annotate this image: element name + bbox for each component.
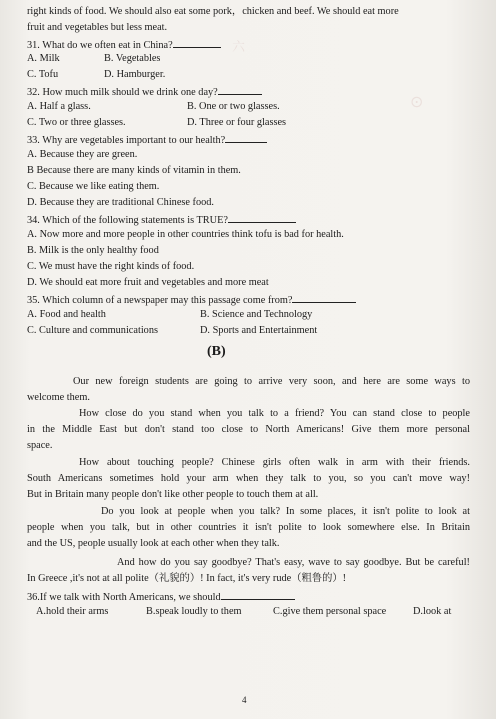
- passage-line: fruit and vegetables but less meat.: [27, 22, 168, 33]
- option: D. Three or four glasses: [187, 117, 287, 128]
- option: A. Milk: [27, 53, 60, 64]
- option: D. We should eat more fruit and vegetables and more meat: [27, 277, 269, 288]
- paragraph-line: South Americans sometimes hold your arm when they talk to you, so you can't move way!: [27, 473, 470, 484]
- answer-blank: [221, 590, 295, 600]
- option: D.look at: [413, 606, 452, 617]
- option: B. Vegetables: [104, 53, 161, 64]
- option: A. Half a glass.: [27, 101, 91, 112]
- question-stem: 36.If we talk with North Americans, we should: [27, 592, 221, 603]
- option: D. Because they are traditional Chinese food.: [27, 197, 214, 208]
- paragraph-line: Our new foreign students are going to arrive very soon, and here are some ways to: [73, 376, 470, 387]
- question-36: [27, 590, 295, 604]
- option: C. Tofu: [27, 69, 59, 80]
- option: C.give them personal space: [273, 606, 387, 617]
- option: C. Two or three glasses.: [27, 117, 126, 128]
- question-stem: 34. Which of the following statements is TRUE?: [27, 215, 228, 226]
- bleed-through-mark: ⊙: [410, 92, 424, 111]
- paragraph-line: How close do you stand when you talk to a friend? You can stand close to people: [79, 408, 470, 419]
- answer-blank: [228, 213, 296, 223]
- paragraph-line: space.: [27, 440, 53, 451]
- paragraph-line: Do you look at people when you talk? In some places, it isn't polite to look at: [101, 506, 470, 517]
- option: A. Now more and more people in other countries think tofu is bad for health.: [27, 229, 344, 240]
- option: B. One or two glasses.: [187, 101, 280, 112]
- question-stem: 33. Why are vegetables important to our health?: [27, 135, 226, 146]
- answer-blank: [173, 38, 221, 48]
- paragraph-line: people when you talk, but in other countries it isn't polite to look somewhere else. In Britain: [27, 522, 470, 533]
- option: D. Hamburger.: [104, 69, 166, 80]
- bleed-through-mark: 六: [232, 40, 246, 55]
- option: B. Science and Technology: [200, 309, 313, 320]
- option: B.speak loudly to them: [146, 606, 242, 617]
- paragraph-line: in the Middle East but don't stand too close to North Americans! Give them more personal: [27, 424, 470, 435]
- option: B Because there are many kinds of vitamin in them.: [27, 165, 241, 176]
- answer-blank: [218, 85, 262, 95]
- paragraph-line: In Greece ,it's not at all polite（礼貌的）! In fact, it's very rude（粗鲁的）!: [27, 573, 347, 584]
- question-stem: 35. Which column of a newspaper may this passage come from?: [27, 295, 293, 306]
- question-stem: 31. What do we often eat in China?: [27, 40, 173, 51]
- paragraph-line: How about touching people? Chinese girls often walk in arm with their friends.: [79, 457, 470, 468]
- page-number: 4: [242, 695, 247, 705]
- question-stem: 32. How much milk should we drink one day?: [27, 87, 218, 98]
- paragraph-line: But in Britain many people don't like other people to touch them at all.: [27, 489, 319, 500]
- option: D. Sports and Entertainment: [200, 325, 318, 336]
- passage-line: right kinds of food. We should also eat some pork，chicken and beef. We should eat more: [27, 6, 399, 17]
- question-31: [27, 38, 221, 52]
- option: C. Because we like eating them.: [27, 181, 160, 192]
- question-35: [27, 293, 356, 307]
- option: A. Because they are green.: [27, 149, 138, 160]
- option: A. Food and health: [27, 309, 106, 320]
- option: A.hold their arms: [36, 606, 109, 617]
- paragraph-line: welcome them.: [27, 392, 90, 403]
- question-32: [27, 85, 262, 99]
- paragraph-line: And how do you say goodbye? That's easy, wave to say goodbye. But be careful!: [117, 557, 470, 568]
- option: C. Culture and communications: [27, 325, 158, 336]
- option: C. We must have the right kinds of food.: [27, 261, 195, 272]
- option: B. Milk is the only healthy food: [27, 245, 159, 256]
- answer-blank: [225, 133, 267, 143]
- section-b-title: (B): [207, 344, 226, 359]
- paragraph-line: and the US, people usually look at each other when they talk.: [27, 538, 280, 549]
- question-33: [27, 133, 267, 147]
- question-34: [27, 213, 296, 227]
- answer-blank: [292, 293, 356, 303]
